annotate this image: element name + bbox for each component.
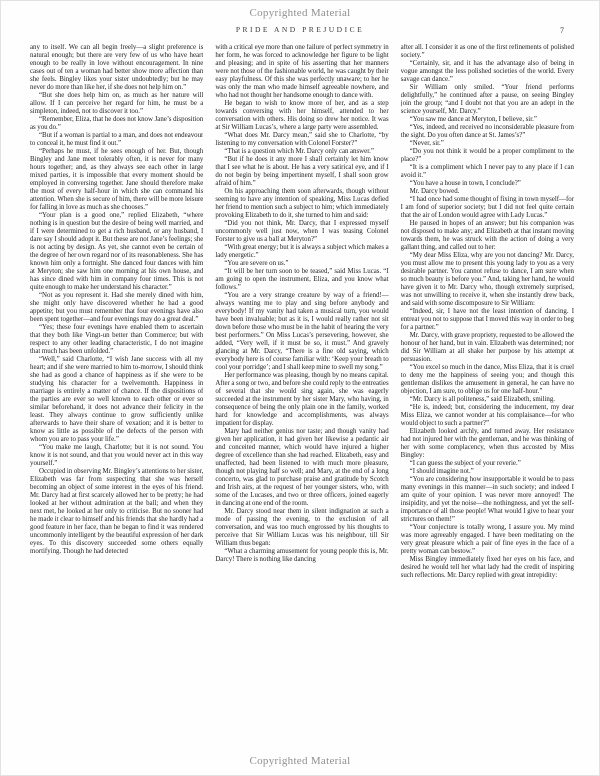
paragraph: “You excel so much in the dance, Miss Eliza, that it is cruel to deny me the happiness of seeing you; and though this gentleman dislikes the amusement in general, he can have no objection, I am sure, to oblige us for one half-hour.” [400,364,574,395]
paragraph: “Remember, Eliza, that he does not know Jane’s disposition as you do.” [30,116,204,131]
text-column-left [30,44,203,742]
paragraph: “It is a compliment which I never pay to any place if I can avoid it.” [400,164,574,179]
paragraph: “Do you not think it would be a proper compliment to the place?” [400,148,574,163]
paragraph: “Yes, indeed, and received no inconsiderable pleasure from the sight. Do you often dance at St. James’s?” [400,124,574,139]
paragraph: Mr. Darcy stood near them in silent indignation at such a mode of passing the evening, to the exclusion of all conversation, and was too much engrossed by his thoughts to perceive that Sir William Lucas was his neighbour, till Sir William thus began: [215,508,389,547]
paragraph: “Not as you represent it. Had she merely dined with him, she might only have discovered whether he had a good appetite; but you must remember that four evenings have also been spent together—and four evenings may do a great deal.” [30,292,204,323]
paragraph: “Your conjecture is totally wrong, I assure you. My mind was more agreeably engaged. I have been meditating on the very great pleasure which a pair of fine eyes in the face of a pretty woman can bestow.” [400,524,574,555]
page-number: 7 [560,26,564,35]
paragraph: “I can guess the subject of your reverie.” [409,460,521,467]
paragraph: Occupied in observing Mr. Bingley’s attentions to her sister, Elizabeth was far from suspecting that she was herself becoming an object of some interest in the eyes of his friend. Mr. Darcy had at first scarcely allowed her to be pretty; he had looked at her without admiration at the ball; and when they next met, he looked at her only to criticise. But no sooner had he made it clear to himself and his friends that she hardly had a good feature in her face, than he began to find it was rendered uncommonly intelligent by the beautiful expression of her dark eyes. To this discovery succeeded some others equally mortifying. Though he had detected [30,468,204,555]
paragraph: Her performance was pleasing, though by no means capital. After a song or two, and before she could reply to the entreaties of several that she would sing again, she was eagerly succeeded at the instrument by her sister Mary, who having, in consequence of being the only plain one in the family, worked hard for knowledge and accomplishments, was always impatient for display. [215,372,389,427]
paragraph: “He is, indeed; but, considering the inducement, my dear Miss Eliza, we cannot wonder at his complaisance—for who would object to such a partner?” [400,404,574,427]
paragraph: On his approaching them soon afterwards, though without seeming to have any intention of speaking, Miss Lucas defied her friend to mention such a subject to him; which immediately provoking Elizabeth to do it, she turned to him and said: [215,188,389,219]
paragraph: with a critical eye more than one failure of perfect symmetry in her form, he was forced to acknowledge her figure to be light and pleasing; and in spite of his asserting that her manners were not those of the fashionable world, he was caught by their easy playfulness. Of this she was perfectly unaware; to her he was only the man who made himself agreeable nowhere, and who had not thought her handsome enough to dance with. [215,44,389,99]
paragraph: “What a charming amusement for young people this is, Mr. Darcy! There is nothing like dancing [215,548,389,563]
paragraph: after all. I consider it as one of the first refinements of polished society.” [400,44,574,59]
page-header [30,25,570,36]
paragraph: “That is a question which Mr. Darcy only can answer.” [224,148,374,155]
paragraph: “Did you not think, Mr. Darcy, that I expressed myself uncommonly well just now, when I was teasing Colonel Forster to give us a ball at Meryton?” [215,220,389,243]
paragraph: “You are considering how insupportable it would be to pass many evenings in this manner—in such society; and indeed I am quite of your opinion. I was never more annoyed! The insipidity, and yet the noise—the nothingness, and yet the self-importance of all those people! What would I give to hear your strictures on them!” [400,476,574,523]
paragraph: “It will be her turn soon to be teased,” said Miss Lucas. “I am going to open the instrument, Eliza, and you know what follows.” [215,268,389,291]
paragraph: “Your plan is a good one,” replied Elizabeth, “where nothing is in question but the desire of being well married, and if I were determined to get a rich husband, or any husband, I dare say I should adopt it. But these are not Jane’s feelings; she is not acting by design. As yet, she cannot even be certain of the degree of her own regard nor of its reasonableness. She has known him only a fortnight. She danced four dances with him at Meryton; she saw him one morning at his own house, and has since dined with him in company four times. This is not quite enough to make her understand his character.” [30,212,204,291]
paragraph: “Never, sir.” [409,140,444,147]
paragraph: any to itself. We can all begin freely—a slight preference is natural enough; but there are very few of us who have heart enough to be really in love without encouragement. In nine cases out of ten a woman had better show more affection than she feels. Bingley likes your sister undoubtedly; but he may never do more than like her, if she does not help him on.” [30,44,204,91]
paragraph: “You are a very strange creature by way of a friend!—always wanting me to play and sing before anybody and everybody! If my vanity had taken a musical turn, you would have been invaluable; but as it is, I would really rather not sit down before those who must be in the habit of hearing the very best performers.” On Miss Lucas’s persevering, however, she added, “Very well, if it must be so, it must.” And gravely glancing at Mr. Darcy, “There is a fine old saying, which everybody here is of course familiar with: ‘Keep your breath to cool your porridge’; and I shall keep mine to swell my song.” [215,292,389,371]
paragraph: “But she does help him on, as much as her nature will allow. If I can perceive her regard for him, he must be a simpleton, indeed, not to discover it too.” [30,92,204,115]
copyright-watermark-bottom: Copyrighted Material [249,755,351,767]
paragraph: “What does Mr. Darcy mean,” said she to Charlotte, “by listening to my conversation with Colonel Forster?” [215,132,389,147]
page-text [30,44,574,742]
copyright-watermark-top: Copyrighted Material [249,7,351,19]
paragraph: “Indeed, sir, I have not the least intention of dancing. I entreat you not to suppose that I moved this way in order to beg for a partner.” [400,308,574,331]
paragraph: “You saw me dance at Meryton, I believe, sir.” [409,116,537,123]
paragraph: Miss Bingley immediately fixed her eyes on his face, and desired he would tell her what lady had the credit of inspiring such reflections. Mr. Darcy replied with great intrepidity: [400,556,574,579]
paragraph: “Perhaps he must, if he sees enough of her. But, though Bingley and Jane meet tolerably often, it is never for many hours together; and, as they always see each other in large mixed parties, it is impossible that every moment should be employed in conversing together. Jane should therefore make the most of every half-hour in which she can command his attention. When she is secure of him, there will be more leisure for falling in love as much as she chooses.” [30,148,204,211]
paragraph: Mary had neither genius nor taste; and though vanity had given her application, it had given her likewise a pedantic air and conceited manner, which would have injured a higher degree of excellence than she had reached. Elizabeth, easy and unaffected, had been listened to with much more pleasure, though not playing half so well; and Mary, at the end of a long concerto, was glad to purchase praise and gratitude by Scotch and Irish airs, at the request of her younger sisters, who, with some of the Lucases, and two or three officers, joined eagerly in dancing at one end of the room. [215,428,389,507]
paragraph: He began to wish to know more of her, and as a step towards conversing with her himself, attended to her conversation with others. His doing so drew her notice. It was at Sir William Lucas’s, where a large party were assembled. [215,100,389,131]
paragraph: Sir William only smiled. “Your friend performs delightfully,” he continued after a pause, on seeing Bingley join the group; “and I doubt not that you are an adept in the science yourself, Mr. Darcy.” [400,84,574,115]
paragraph: “But if a woman is partial to a man, and does not endeavour to conceal it, he must find it out.” [30,132,204,147]
paragraph: Mr. Darcy, with grave propriety, requested to be allowed the honour of her hand, but in vain. Elizabeth was determined; nor did Sir William at all shake her purpose by his attempt at persuasion. [400,332,574,363]
paragraph: “My dear Miss Eliza, why are you not dancing? Mr. Darcy, you must allow me to present this young lady to you as a very desirable partner. You cannot refuse to dance, I am sure when so much beauty is before you.” And, taking her hand, he would have given it to Mr. Darcy who, though extremely surprised, was not unwilling to receive it, when she instantly drew back, and said with some discomposure to Sir William: [400,252,574,307]
paragraph: “I had once had some thought of fixing in town myself—for I am fond of superior society; but I did not feel quite certain that the air of London would agree with Lady Lucas.” [400,196,574,219]
paragraph: “Mr. Darcy is all politeness,” said Elizabeth, smiling. [409,396,556,403]
paragraph: “You have a house in town, I conclude?” [409,180,521,187]
paragraph: “But if he does it any more I shall certainly let him know that I see what he is about. He has a very satirical eye, and if I do not begin by being impertinent myself, I shall soon grow afraid of him.” [215,156,389,187]
text-column-right [401,44,574,742]
paragraph: “Well,” said Charlotte, “I wish Jane success with all my heart; and if she were married to him to-morrow, I should think she had as good a chance of happiness as if she were to be studying his character for a twelvemonth. Happiness in marriage is entirely a matter of chance. If the dispositions of the parties are ever so well known to each other or ever so similar beforehand, it does not advance their felicity in the least. They always continue to grow sufficiently unlike afterwards to have their share of vexation; and it is better to know as little as possible of the defects of the person with whom you are to pass your life.” [30,356,204,443]
paragraph: “I should imagine not.” [409,468,474,475]
paragraph: Elizabeth looked archly, and turned away. Her resistance had not injured her with the gentleman, and he was thinking of her with some complacency, when thus accosted by Miss Bingley: [400,428,574,459]
paragraph: “Yes; these four evenings have enabled them to ascertain that they both like Vingt-un better than Commerce; but with respect to any other leading characteristic, I do not imagine that much has been unfolded.” [30,324,204,355]
text-column-middle [215,44,388,742]
paragraph: Mr. Darcy bowed. [409,188,460,195]
paragraph: “Certainly, sir, and it has the advantage also of being in vogue amongst the less polished societies of the world. Every savage can dance.” [400,60,574,83]
paragraph: He paused in hopes of an answer; but his companion was not disposed to make any; and Elizabeth at that instant moving towards them, he was struck with the action of doing a very gallant thing, and called out to her: [400,220,574,251]
paragraph: “You are severe on us.” [224,260,289,267]
paragraph: “You make me laugh, Charlotte; but it is not sound. You know it is not sound, and that you would never act in this way yourself.” [30,444,204,467]
running-header-title: PRIDE AND PREJUDICE [235,25,365,34]
paragraph: “With great energy; but it is always a subject which makes a lady energetic.” [215,244,389,259]
